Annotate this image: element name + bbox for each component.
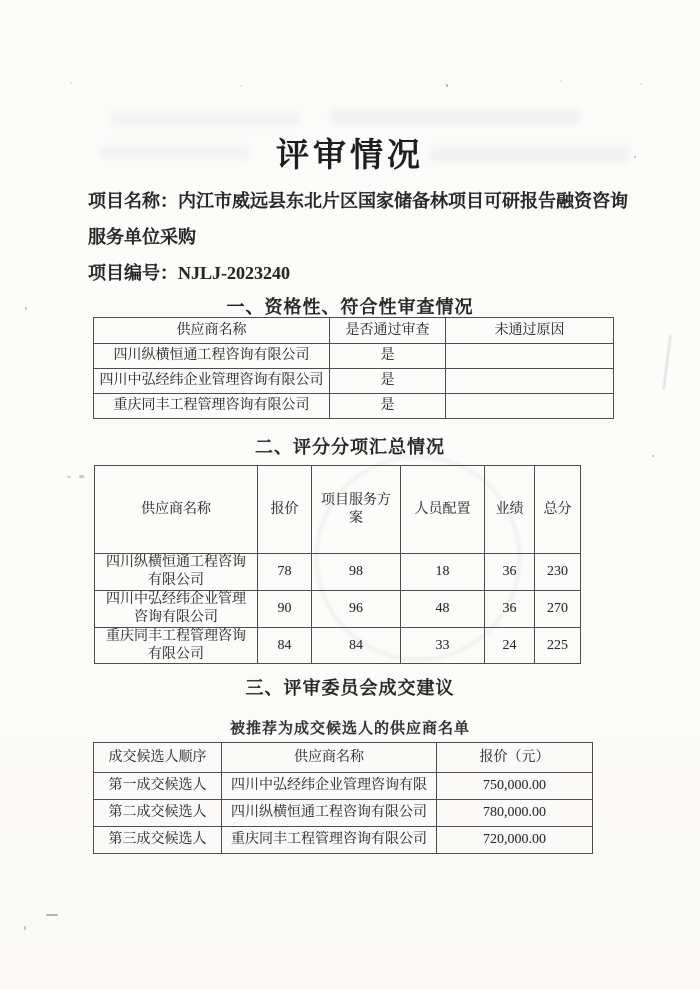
project-code-line bbox=[88, 255, 640, 291]
supplier-name-cell: 四川中弘经纬企业管理咨询有限公司 bbox=[95, 590, 258, 627]
service-plan-header: 项目服务方案 bbox=[312, 466, 401, 554]
total-score-cell: 225 bbox=[535, 627, 581, 664]
fail-reason-header: 未通过原因 bbox=[446, 318, 614, 344]
supplier-name-cell: 四川纵横恒通工程咨询有限公司 bbox=[222, 800, 437, 827]
table-header-row bbox=[94, 318, 614, 344]
table-row bbox=[94, 344, 614, 369]
performance-score-cell: 36 bbox=[485, 554, 535, 591]
pass-status-cell: 是 bbox=[330, 344, 446, 369]
bid-price-header: 报价（元） bbox=[437, 743, 593, 773]
bid-price-cell: 720,000.00 bbox=[437, 827, 593, 854]
table-row bbox=[95, 554, 581, 591]
project-name-line bbox=[88, 183, 640, 255]
table-header-row bbox=[94, 743, 593, 773]
score-summary-table bbox=[94, 465, 581, 664]
scan-speckle bbox=[67, 476, 71, 478]
pass-status-cell: 是 bbox=[330, 394, 446, 419]
table-row bbox=[95, 590, 581, 627]
scan-speckle bbox=[240, 85, 242, 87]
pass-review-header: 是否通过审查 bbox=[330, 318, 446, 344]
table-row bbox=[94, 773, 593, 800]
staffing-header: 人员配置 bbox=[401, 466, 485, 554]
staffing-score-cell: 48 bbox=[401, 590, 485, 627]
candidate-rank-cell: 第一成交候选人 bbox=[94, 773, 222, 800]
section2-heading: 二、评分分项汇总情况 bbox=[255, 437, 445, 457]
supplier-name-cell: 四川纵横恒通工程咨询有限公司 bbox=[94, 344, 330, 369]
supplier-name-cell: 四川中弘经纬企业管理咨询有限 bbox=[222, 773, 437, 800]
document-title: 评审情况 bbox=[276, 138, 424, 174]
table-row bbox=[94, 827, 593, 854]
supplier-name-header: 供应商名称 bbox=[222, 743, 437, 773]
recommended-candidates-subtitle: 被推荐为成交候选人的供应商名单 bbox=[229, 721, 470, 737]
table-header-row bbox=[95, 466, 581, 554]
project-code-value: NJLJ-2023240 bbox=[178, 263, 290, 283]
scan-scratch bbox=[663, 335, 672, 390]
scan-speckle bbox=[640, 83, 642, 85]
table-row bbox=[94, 800, 593, 827]
candidate-rank-cell: 第二成交候选人 bbox=[94, 800, 222, 827]
performance-score-cell: 24 bbox=[485, 627, 535, 664]
scan-speckle bbox=[446, 84, 448, 87]
project-name-value: 内江市威远县东北片区国家储备林项目可研报告融资咨询服务单位采购 bbox=[88, 191, 628, 247]
price-score-cell: 84 bbox=[258, 627, 312, 664]
table-row bbox=[95, 627, 581, 664]
candidate-rank-header: 成交候选人顺序 bbox=[94, 743, 222, 773]
service-plan-score-cell: 96 bbox=[312, 590, 401, 627]
total-score-cell: 270 bbox=[535, 590, 581, 627]
qualification-review-table bbox=[93, 317, 614, 419]
fail-reason-cell bbox=[446, 369, 614, 394]
bleed-through-mark bbox=[330, 109, 580, 124]
scan-dash-mark bbox=[46, 914, 58, 916]
price-score-header: 报价 bbox=[258, 466, 312, 554]
project-name-label: 项目名称： bbox=[88, 191, 178, 211]
supplier-name-header: 供应商名称 bbox=[95, 466, 258, 554]
scan-speckle bbox=[560, 80, 562, 82]
bid-price-cell: 780,000.00 bbox=[437, 800, 593, 827]
pass-status-cell: 是 bbox=[330, 369, 446, 394]
supplier-name-cell: 重庆同丰工程管理咨询有限公司 bbox=[95, 627, 258, 664]
section1-heading: 一、资格性、符合性审查情况 bbox=[226, 297, 474, 317]
staffing-score-cell: 33 bbox=[401, 627, 485, 664]
total-score-header: 总分 bbox=[535, 466, 581, 554]
candidate-rank-cell: 第三成交候选人 bbox=[94, 827, 222, 854]
total-score-cell: 230 bbox=[535, 554, 581, 591]
scan-speckle bbox=[24, 926, 26, 930]
performance-header: 业绩 bbox=[485, 466, 535, 554]
project-meta bbox=[88, 183, 640, 291]
supplier-name-header: 供应商名称 bbox=[94, 318, 330, 344]
supplier-name-cell: 重庆同丰工程管理咨询有限公司 bbox=[222, 827, 437, 854]
project-code-label: 项目编号： bbox=[88, 263, 178, 283]
fail-reason-cell bbox=[446, 394, 614, 419]
scan-speckle bbox=[79, 475, 84, 478]
staffing-score-cell: 18 bbox=[401, 554, 485, 591]
bid-price-cell: 750,000.00 bbox=[437, 773, 593, 800]
service-plan-score-cell: 84 bbox=[312, 627, 401, 664]
supplier-name-cell: 四川中弘经纬企业管理咨询有限公司 bbox=[94, 369, 330, 394]
performance-score-cell: 36 bbox=[485, 590, 535, 627]
award-recommendation-table bbox=[93, 742, 593, 854]
supplier-name-cell: 四川纵横恒通工程咨询有限公司 bbox=[95, 554, 258, 591]
section3-heading: 三、评审委员会成交建议 bbox=[245, 678, 455, 698]
scan-speckle bbox=[70, 82, 72, 84]
table-row bbox=[94, 394, 614, 419]
bleed-through-mark bbox=[110, 112, 300, 126]
service-plan-score-cell: 98 bbox=[312, 554, 401, 591]
price-score-cell: 78 bbox=[258, 554, 312, 591]
table-row bbox=[94, 369, 614, 394]
supplier-name-cell: 重庆同丰工程管理咨询有限公司 bbox=[94, 394, 330, 419]
fail-reason-cell bbox=[446, 344, 614, 369]
price-score-cell: 90 bbox=[258, 590, 312, 627]
